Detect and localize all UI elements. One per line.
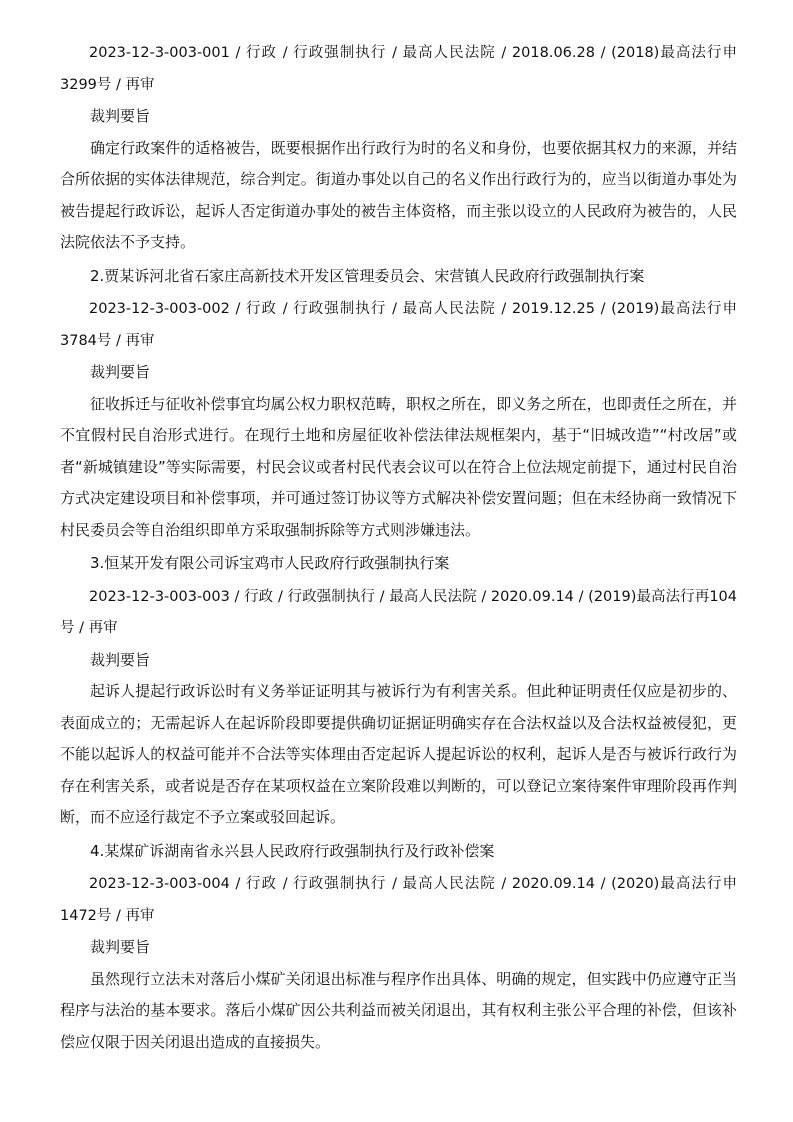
- case-2-heading: 2.贾某诉河北省石家庄高新技术开发区管理委员会、宋营镇人民政府行政强制执行案: [90, 266, 645, 285]
- case-1-meta: 2023-12-3-003-001 / 行政 / 行政强制执行 / 最高人民法院 / 2018.06.28 / (2018)最高法行申3299号 / 再审: [60, 45, 737, 93]
- case-2: [60, 261, 737, 547]
- case-3: [60, 548, 737, 834]
- case-4: [60, 836, 737, 1059]
- case-4-body: 虽然现行立法未对落后小煤矿关闭退出标准与程序作出具体、明确的规定，但实践中仍应遵守正当程序与法治的基本要求。落后小煤矿因公共利益而被关闭退出，其有权利主张公平合理的补偿，但该补偿应仅限于因关闭退出造成的直接损失。: [60, 969, 737, 1051]
- case-4-meta: 2023-12-3-003-004 / 行政 / 行政强制执行 / 最高人民法院 / 2020.09.14 / (2020)最高法行申1472号 / 再审: [60, 876, 737, 924]
- case-4-heading: 4.某煤矿诉湖南省永兴县人民政府行政强制执行及行政补偿案: [90, 841, 495, 860]
- case-3-section-label: 裁判要旨: [90, 650, 151, 669]
- case-1-body: 确定行政案件的适格被告，既要根据作出行政行为时的名义和身份，也要依据其权力的来源，并结合所依据的实体法律规范，综合判定。街道办事处以自己的名义作出行政行为的，应当以街道办事处为被告提起行政诉讼，起诉人否定街道办事处的被告主体资格，而主张以设立的人民政府为被告的，人民法院依法不予支持。: [60, 138, 737, 251]
- case-3-body: 起诉人提起行政诉讼时有义务举证证明其与被诉行为有利害关系。但此种证明责任仅应是初步的、表面成立的；无需起诉人在起诉阶段即要提供确切证据证明确实存在合法权益以及合法权益被侵犯，更不能以起诉人的权益可能并不合法等实体理由否定起诉人提起诉讼的权利，起诉人是否与被诉行政行为存在利害关系，或者说是否存在某项权益在立案阶段难以判断的，可以登记立案待案件审理阶段再作判断，而不应迳行裁定不予立案或驳回起诉。: [60, 682, 737, 826]
- case-1: [60, 38, 737, 259]
- case-3-meta: 2023-12-3-003-003 / 行政 / 行政强制执行 / 最高人民法院 / 2020.09.14 / (2019)最高法行再104号 / 再审: [60, 588, 737, 636]
- case-2-meta: 2023-12-3-003-002 / 行政 / 行政强制执行 / 最高人民法院 / 2019.12.25 / (2019)最高法行申3784号 / 再审: [60, 301, 737, 349]
- case-3-heading: 3.恒某开发有限公司诉宝鸡市人民政府行政强制执行案: [90, 554, 450, 572]
- case-2-section-label: 裁判要旨: [90, 363, 151, 381]
- case-2-body: 征收拆迁与征收补偿事宜均属公权力职权范畴，职权之所在，即义务之所在，也即责任之所在，并不宜假村民自治形式进行。在现行土地和房屋征收补偿法律法规框架内，基于“旧城改造”“村改居”或者“新城镇建设”等实际需要，村民会议或者村民代表会议可以在符合上位法规定前提下，通过村民自治方式决定建设项目和补偿事项，并可通过签订协议等方式解决补偿安置问题；但在未经协商一致情况下村民委员会等自治组织即单方采取强制拆除等方式则涉嫌违法。: [60, 394, 737, 539]
- case-4-section-label: 裁判要旨: [90, 938, 151, 956]
- case-1-section-label: 裁判要旨: [90, 107, 151, 125]
